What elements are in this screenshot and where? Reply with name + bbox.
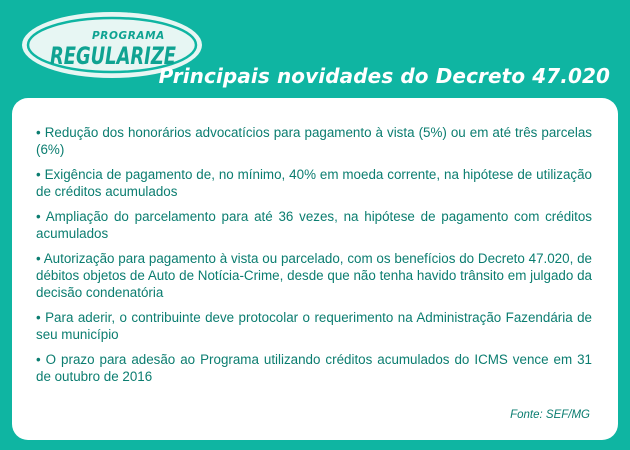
logo-top-text: PROGRAMA — [92, 30, 165, 42]
bullet-item: • Ampliação do parcelamento para até 36 vezes, na hipótese de pagamento com créditos acumulados — [36, 209, 592, 241]
bullet-item: • Redução dos honorários advocatícios para pagamento à vista (5%) ou em até três parcelas (6%) — [36, 125, 592, 157]
headline: Principais novidades do Decreto 47.020 — [158, 64, 610, 88]
bullet-item: • Autorização para pagamento à vista ou parcelado, com os benefícios do Decreto 47.020, de débitos objetos de Auto de Notícia-Crime, desde que não tenha havido trânsito em julgado da decisão condenatória — [36, 251, 592, 300]
logo-main-text: REGULARIZE — [50, 42, 177, 70]
bullet-item: • O prazo para adesão ao Programa utilizando créditos acumulados do ICMS vence em 31 de outubro de 2016 — [36, 352, 592, 384]
bullet-item: • Exigência de pagamento de, no mínimo, 40% em moeda corrente, na hipótese de utilização de créditos acumulados — [36, 167, 592, 199]
source-credit: Fonte: SEF/MG — [510, 409, 590, 421]
bullet-list — [36, 124, 592, 385]
content-card — [12, 98, 618, 440]
bullet-item: • Para aderir, o contribuinte deve protocolar o requerimento na Administração Fazendária de seu município — [36, 310, 592, 342]
